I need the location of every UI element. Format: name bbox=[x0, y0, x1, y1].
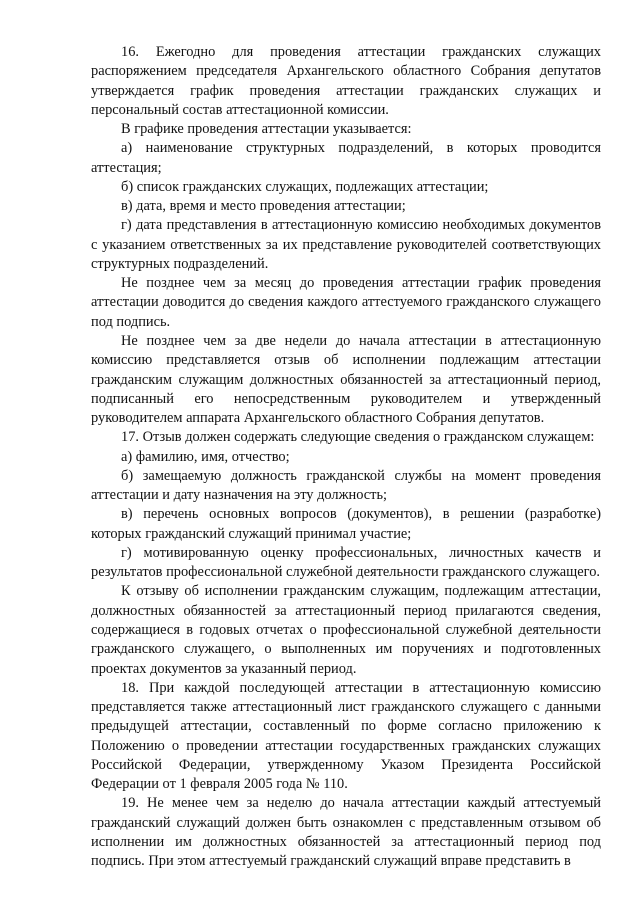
paragraph-item-v-issues: в) перечень основных вопросов (документов), в решении (разработке) которых гражданский служащий принимал участие; bbox=[91, 506, 601, 542]
paragraph-19-familiarization: 19. Не менее чем за неделю до начала аттестации каждый аттестуемый гражданский служащий должен быть ознакомлен с представленным отзывом об исполнении им должностных обязанностей за аттестационный период под подпись. При этом аттестуемый гражданский служащий вправе представить в bbox=[91, 795, 601, 870]
paragraph-review-attachments: К отзыву об исполнении гражданским служащим, подлежащим аттестации, должностных обязанностей за аттестационный период прилагаются сведения, содержащиеся в годовых отчетах о профессиональной служебной деятельности гражданского служащего, о выполненных им поручениях и подготовленных проектах документов за указанный период. bbox=[91, 583, 601, 677]
paragraph-16-schedule: 16. Ежегодно для проведения аттестации гражданских служащих распоряжением председателя Архангельского областного Собрания депутатов утверждается график проведения аттестации гражданских служащих и персональный состав аттестационной комиссии. bbox=[91, 44, 601, 118]
paragraph-two-weeks-review: Не позднее чем за две недели до начала аттестации в аттестационную комиссию представляется отзыв об исполнении подлежащим аттестации гражданским служащим должностных обязанностей за аттестационный период, подписанный его непосредственным руководителем и утвержденный руководителем аппарата Архангельского областного Собрания депутатов. bbox=[91, 332, 601, 427]
paragraph-item-a-name: а) фамилию, имя, отчество; bbox=[121, 448, 290, 465]
paragraph-item-b-list: б) список гражданских служащих, подлежащих аттестации; bbox=[121, 178, 489, 195]
paragraph-item-a-divisions: а) наименование структурных подразделений, в которых проводится аттестация; bbox=[91, 140, 601, 176]
paragraph-month-notice: Не позднее чем за месяц до проведения аттестации график проведения аттестации доводится до сведения каждого аттестуемого гражданского служащего под подпись. bbox=[91, 275, 601, 330]
paragraph-17-review-content: 17. Отзыв должен содержать следующие сведения о гражданском служащем: bbox=[121, 429, 595, 446]
paragraph-item-v-date-place: в) дата, время и место проведения аттестации; bbox=[121, 198, 406, 215]
paragraph-18-attestation-sheet: 18. При каждой последующей аттестации в аттестационную комиссию представляется также аттестационный лист гражданского служащего с данными предыдущей аттестации, составленный по форме согласно приложению к Положению о проведении аттестации государственных гражданских служащих Российской Федерации, утвержденному Указом Президента Российской Федерации от 1 февраля 2005 года № 110. bbox=[91, 679, 601, 793]
paragraph-item-b-position: б) замещаемую должность гражданской службы на момент проведения аттестации и дату назначения на эту должность; bbox=[91, 467, 601, 504]
paragraph-item-g-documents: г) дата представления в аттестационную комиссию необходимых документов с указанием ответственных за их представление руководителей соответствующих структурных подразделений. bbox=[91, 217, 601, 272]
paragraph-schedule-contents-intro: В графике проведения аттестации указывается: bbox=[121, 121, 412, 138]
paragraph-item-g-assessment: г) мотивированную оценку профессиональных, личностных качеств и результатов профессиональной служебной деятельности гражданского служащего. bbox=[91, 544, 601, 581]
document-body bbox=[91, 43, 601, 871]
